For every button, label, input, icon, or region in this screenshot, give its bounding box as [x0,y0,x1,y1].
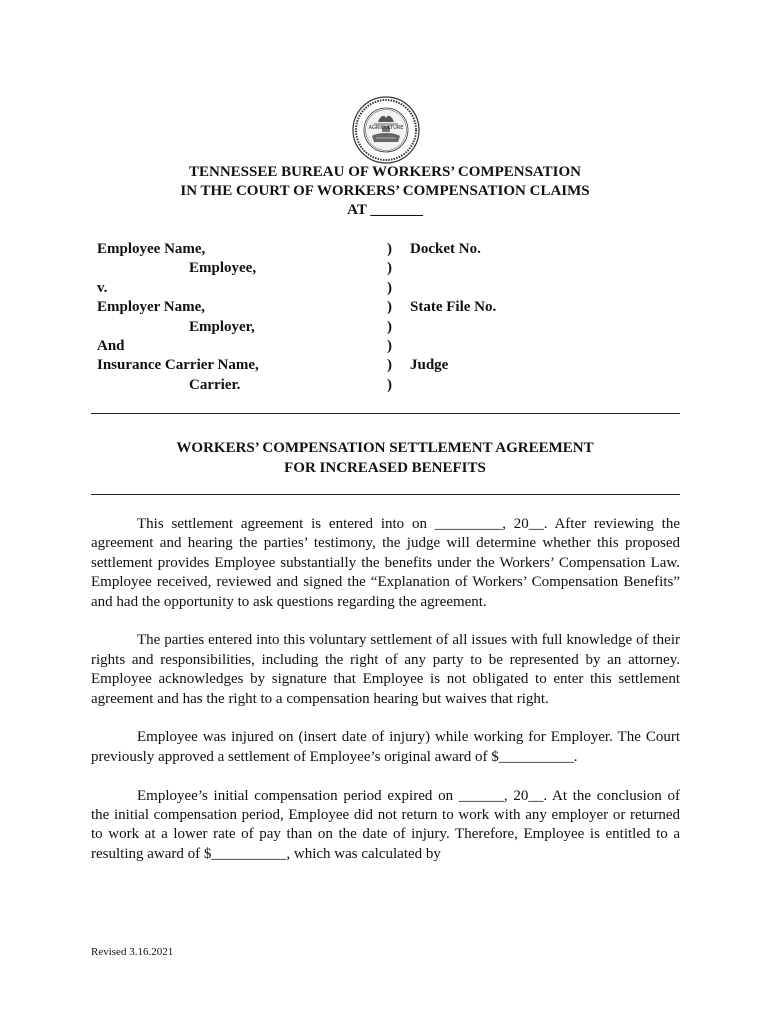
paragraph-injury: Employee was injured on (insert date of injury) while working for Employer. The Court previously approved a settlement of Employee’s original award of $__________. [91,729,680,765]
agreement-title-line-1: WORKERS’ COMPENSATION SETTLEMENT AGREEMENT [176,440,594,456]
caption-row [97,376,697,395]
caption-row [97,356,697,375]
caption-paren: ) [387,318,392,335]
caption-party-label: Insurance Carrier Name, [97,357,259,374]
caption-paren: ) [387,279,392,296]
caption-row [97,279,697,298]
caption-paren: ) [387,260,392,277]
heading-line-bureau: TENNESSEE BUREAU OF WORKERS’ COMPENSATION [188,164,581,180]
caption-party-label: Carrier. [189,376,241,393]
svg-text:AGRICULTURE: AGRICULTURE [368,125,404,131]
divider-bottom [91,494,680,495]
divider-top [91,413,680,414]
caption-paren: ) [387,376,392,393]
caption-case-field: Docket No. [410,241,481,257]
case-caption [97,240,697,395]
caption-paren: ) [387,337,392,354]
caption-party-label: Employee Name, [97,241,206,257]
paragraph-voluntary-settlement: The parties entered into this voluntary settlement of all issues with full knowledge of their rights and responsibilities, including the right of any party to be represented by an attorney. Employee acknowledges by signature that Employee is not obligated to enter this settlement agreement and has the right to a compensation hearing but waives that right. [91,632,680,707]
agreement-title [0,438,770,478]
caption-party-label: v. [97,279,108,296]
caption-case-field: Judge [410,357,449,374]
caption-paren: ) [387,299,392,316]
revision-footer: Revised 3.16.2021 [91,946,174,958]
agreement-body [91,515,680,884]
caption-row [97,318,697,337]
paragraph-compensation-period: Employee’s initial compensation period expired on ______, 20__. At the conclusion of the initial compensation period, Employee did not return to work with any employer or returned to work at a lower rate of pay than on the date of injury. Therefore, Employee is entitled to a resulting award of $__________, which was calculated by [91,787,680,862]
heading-line-court: IN THE COURT OF WORKERS’ COMPENSATION CLAIMS [180,183,590,199]
caption-paren: ) [387,241,392,257]
court-heading [0,163,770,220]
tennessee-state-seal-icon [352,96,420,164]
caption-party-label: Employee, [189,260,257,277]
caption-row [97,337,697,356]
caption-row [97,240,697,259]
caption-row [97,298,697,317]
caption-row [97,259,697,278]
caption-party-label: Employer Name, [97,299,206,316]
caption-party-label: Employer, [189,318,255,335]
heading-line-location: AT _______ [347,202,423,218]
caption-paren: ) [387,357,392,374]
caption-party-label: And [97,337,125,354]
caption-case-field: State File No. [410,299,497,316]
agreement-title-line-2: FOR INCREASED BENEFITS [284,460,486,476]
paragraph-settlement-intro: This settlement agreement is entered into on _________, 20__. After reviewing the agreement and hearing the parties’ testimony, the judge will determine whether this proposed settlement provides Employee substantially the benefits under the Workers’ Compensation Law. Employee received, reviewed and signed the “Explanation of Workers’ Compensation Benefits” and had the opportunity to ask questions regarding the agreement. [91,516,680,610]
